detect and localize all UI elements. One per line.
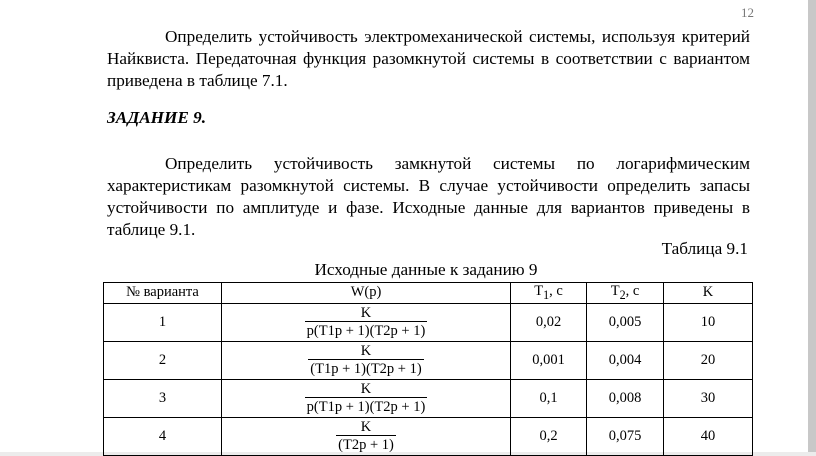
fraction xyxy=(336,419,396,453)
table-row xyxy=(104,341,753,379)
table-row xyxy=(104,417,753,455)
fraction-numerator: K xyxy=(360,381,372,398)
cell-transfer-function xyxy=(222,303,511,341)
fraction-denominator: (T1p + 1)(T2p + 1) xyxy=(310,361,422,378)
cell-t1: 0,2 xyxy=(511,417,587,455)
table-label: Таблица 9.1 xyxy=(661,239,748,258)
task-9-heading: ЗАДАНИЕ 9. xyxy=(107,108,207,127)
cell-k: 20 xyxy=(664,341,753,379)
cell-transfer-function xyxy=(222,341,511,379)
fraction xyxy=(305,305,428,339)
header-k: K xyxy=(664,283,753,304)
paragraph-nyquist-task: Определить устойчивость электромеханической системы, используя критерий Найквиста. Передаточная функция разомкнутой системы в соответствии с вариантом приведена в таблице 7.1. xyxy=(107,27,750,90)
table-header-row xyxy=(104,283,753,304)
header-t2: $T_2$, с xyxy=(587,283,664,304)
page-number: 12 xyxy=(741,5,754,20)
paragraph-task-9: Определить устойчивость замкнутой системы по логарифмическим характеристикам разомкнутой системы. В случае устойчивости определить запасы устойчивости по амплитуде и фазе. Исходные данные для вариантов приведены в таблице 9.1. xyxy=(107,154,750,239)
fraction-numerator: K xyxy=(360,343,372,360)
cell-t1: 0,02 xyxy=(511,303,587,341)
cell-variant: 3 xyxy=(104,379,222,417)
header-t1: $T_1$, с xyxy=(511,283,587,304)
cell-t1: 0,001 xyxy=(511,341,587,379)
table-row xyxy=(104,379,753,417)
fraction-denominator: (T2p + 1) xyxy=(338,437,394,454)
fraction-denominator: p(T1p + 1)(T2p + 1) xyxy=(306,399,426,416)
table-row xyxy=(104,303,753,341)
cell-t2: 0,075 xyxy=(587,417,664,455)
table-caption: Исходные данные к заданию 9 xyxy=(314,260,538,279)
cell-k: 40 xyxy=(664,417,753,455)
cell-variant: 1 xyxy=(104,303,222,341)
cell-transfer-function xyxy=(222,379,511,417)
cell-k: 10 xyxy=(664,303,753,341)
cell-t2: 0,004 xyxy=(587,341,664,379)
cell-variant: 2 xyxy=(104,341,222,379)
fraction xyxy=(308,343,423,377)
cell-t1: 0,1 xyxy=(511,379,587,417)
fraction-denominator: p(T1p + 1)(T2p + 1) xyxy=(306,323,426,340)
page-edge xyxy=(808,0,816,452)
fraction-numerator: K xyxy=(360,305,372,322)
header-transfer-function: W(p) xyxy=(222,283,511,304)
fraction-numerator: K xyxy=(360,419,372,436)
fraction xyxy=(305,381,428,415)
cell-t2: 0,005 xyxy=(587,303,664,341)
header-variant: № варианта xyxy=(104,283,222,304)
cell-t2: 0,008 xyxy=(587,379,664,417)
source-data-table xyxy=(103,282,753,456)
cell-transfer-function xyxy=(222,417,511,455)
cell-k: 30 xyxy=(664,379,753,417)
cell-variant: 4 xyxy=(104,417,222,455)
